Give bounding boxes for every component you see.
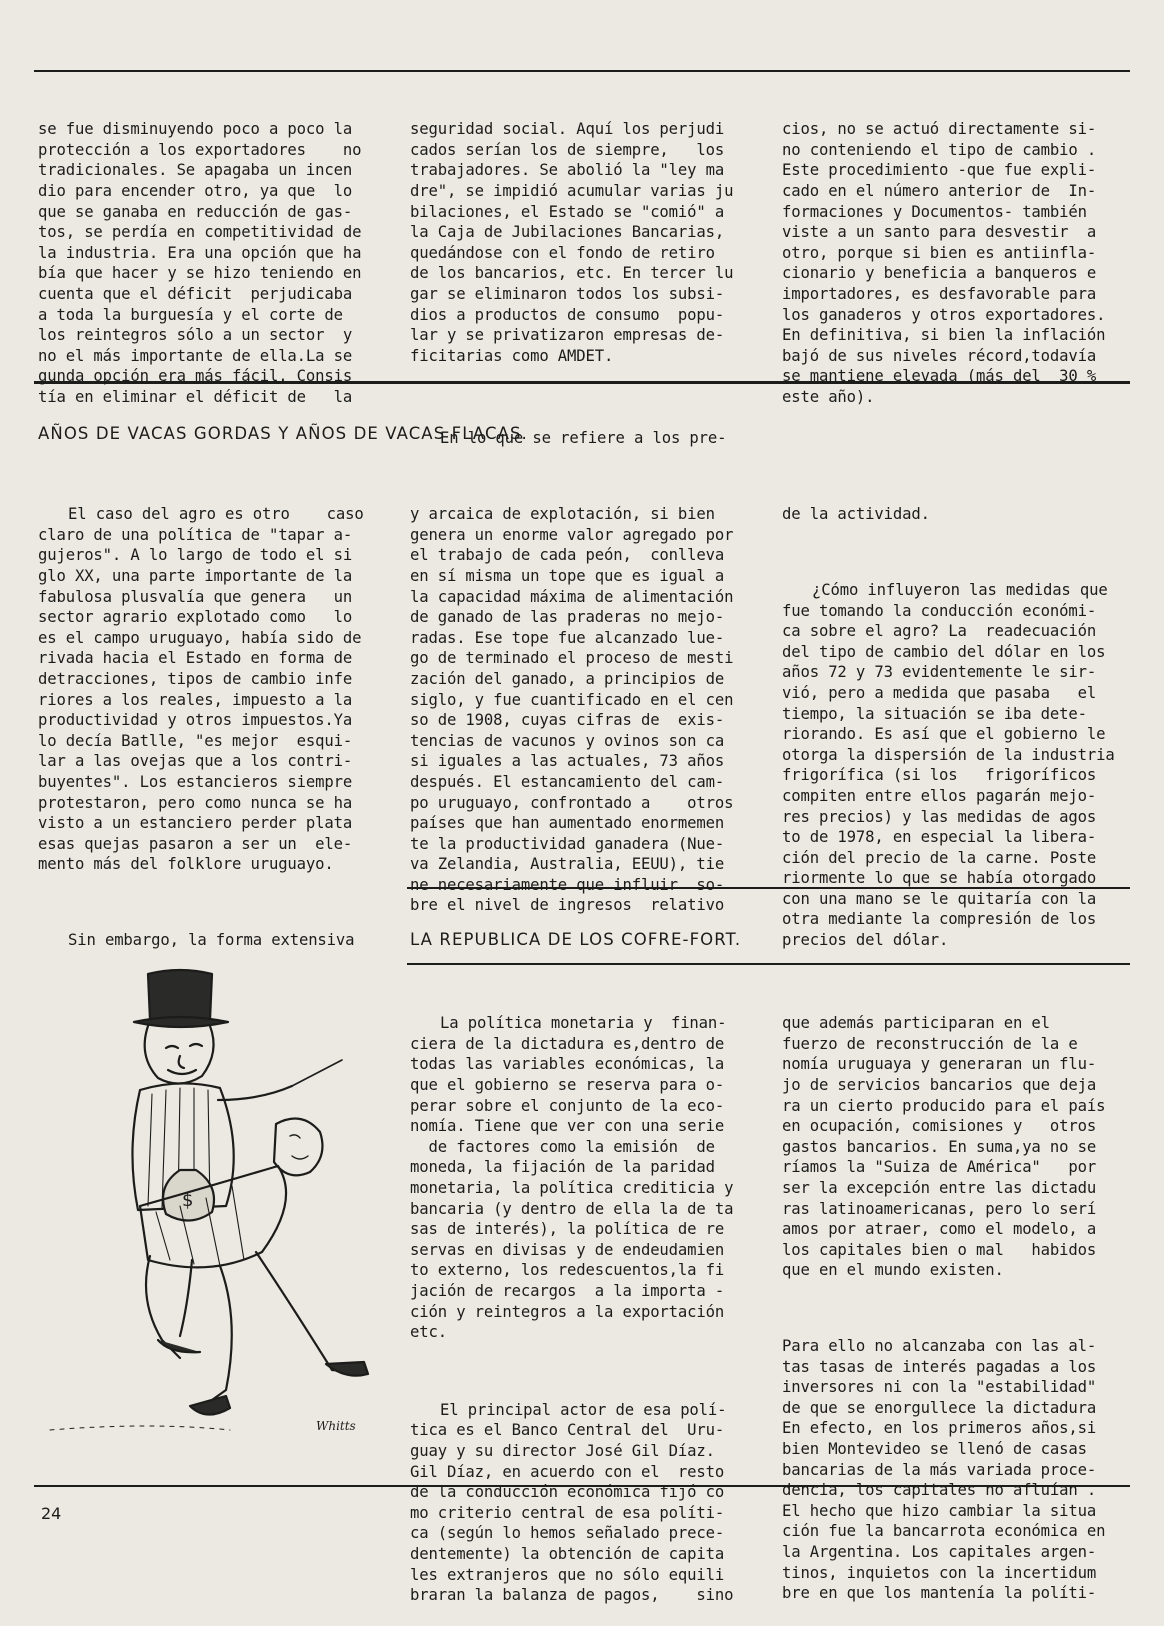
section2-col3-paragraph-2: Para ello no alcanzaba con las al- tas tasas de interés pagadas a los inversores ni con la "estabilidad" de que se enorgullece la dictadura En efecto, en los primeros años,si bien Montevideo se llenó de casas bancarias de la más variada proce- dencia, los capitales no afluían . El hecho que hizo cambiar la situa ción fue la bancarrota económica en la Argentina. Los capitales argen- tinos, inquietos con la incertidum bre en que los mantenía la políti- [782, 1337, 1106, 1603]
top-rule [34, 70, 1130, 72]
section1-column-3 [782, 463, 1115, 971]
top-column-3 [782, 78, 1105, 428]
top-col2-paragraph-1: seguridad social. Aquí los perjudi cados serían los de siempre, los trabajadores. Se abolió la "ley ma dre", se impidió acumular varias ju bilaciones, el Estado se "comió" a la Caja de Jubilaciones Bancarias, quedándose con el fondo de retiro de los bancarios, etc. En tercer lu gar se eliminaron todos los subsi- dios a productos de consumo popu- lar y se privatizaron empresas de- ficitarias como AMDET. [410, 120, 734, 365]
section1-col3-paragraph-1: de la actividad. [782, 505, 930, 524]
caricature-illustration [30, 960, 380, 1450]
section2-heading: LA REPUBLICA DE LOS COFRE-FORT. [410, 930, 742, 949]
svg-text:$: $ [182, 1190, 194, 1211]
illustration-signature: Whitts [316, 1419, 356, 1433]
section1-col2-text: y arcaica de explotación, si bien genera un enorme valor agregado por el trabajo de cada peón, conlleva en sí misma un tope que es igual a la capacidad máxima de alimentación de ganado de las praderas no mejo- radas. Ese tope fue alcanzado lue- go de terminado el proceso de mesti zación del ganado, a principios de siglo, y fue cuantificado en el cen so de 1908, cuyas cifras de exis- tencias de vacunos y ovinos son ca si iguales a las actuales, 73 años después. El estancamiento del cam- po uruguayo, confrontado a otros países que han aumentado enormemen te la productividad ganadera (Nue- va Zelandia, Australia, EEUU), tie ne necesariamente que influir so- bre el nivel de ingresos relativo [410, 505, 734, 915]
top-col2-paragraph-2: En lo que se refiere a los pre- [440, 428, 727, 447]
section2-column-2 [410, 972, 733, 1626]
section2-column-3 [782, 972, 1105, 1624]
top-column-1 [38, 78, 361, 428]
top-col1-text: se fue disminuyendo poco a poco la protección a los exportadores no tradicionales. Se apagaba un incen dio para encender otro, ya que lo que se ganaba en reducción de gas- tos, se perdía en competitividad de la industria. Era una opción que ha bía que hacer y se hizo teniendo en cuenta que el déficit perjudicaba a toda la burguesía y el corte de los reintegros sólo a un sector y no el más importante de ella.La se gunda opción era más fácil. Consis tía en eliminar el déficit de la [38, 120, 362, 406]
top-col3-text: cios, no se actuó directamente si- no conteniendo el tipo de cambio . Este procedimiento -que fue expli- cado en el número anterior de In- formaciones y Documentos- también viste a un santo para desvestir a otro, porque si bien es antiinfla- cionario y beneficia a banqueros e importadores, es desfavorable para los ganaderos y otros exportadores. En definitiva, si bien la inflación bajó de sus niveles récord,todavía se mantiene elevada (más del 30 % este año). [782, 120, 1106, 406]
section1-col3-paragraph-2: ¿Cómo influyeron las medidas que fue tomando la conducción económi- ca sobre el agro? La readecuación del tipo de cambio del dólar en los años 72 y 73 evidentemente le sir- vió, pero a medida que pasaba el tiempo, la situación se iba dete- riorando. Es así que el gobierno le otorga la dispersión de la industria frigorífica (si los frigoríficos compiten entre ellos pagarán mejo- res precios) y las medidas de agos to de 1978, en especial la libera- ción del precio de la carne. Poste riormente lo que se había otorgado con una mano se le quitaría con la otra mediante la compresión de los precios del dólar. [782, 580, 1115, 950]
section2-col3-paragraph-1: que además participaran en el fuerzo de reconstrucción de la e nomía uruguaya y generaran un flu- jo de servicios bancarios que deja ra un cierto producido para el país en ocupación, comisiones y otros gastos bancarios. En suma,ya no se ríamos la "Suiza de América" por ser la excepción entre las dictadu ras latinoamericanas, pero lo serí amos por atraer, como el modelo, a los capitales bien o mal habidos que en el mundo existen. [782, 1014, 1106, 1280]
section2-col2-paragraph-2: El principal actor de esa polí- tica es el Banco Central del Uru- guay y su director José Gil Díaz. Gil Díaz, en acuerdo con el resto de la conducción económica fijó co mo criterio central de esa políti- ca (según lo hemos señalado prece- dentemente) la obtención de capita les extranjeros que no sólo equili braran la balanza de pagos, sino [410, 1400, 734, 1605]
section1-column-2 [410, 463, 733, 937]
section1-heading: AÑOS DE VACAS GORDAS Y AÑOS DE VACAS FLACAS. [38, 424, 528, 443]
section1-col1-paragraph-1: El caso del agro es otro caso claro de una política de "tapar a- gujeros". A lo largo de todo el si glo XX, una parte importante de la fabulosa plusvalía que genera un sector agrario explotado como lo es el campo uruguayo, había sido de rivada hacia el Estado en forma de detracciones, tipos de cambio infe riores a los reales, impuesto a la productividad y otros impuestos.Ya lo decía Batlle, "es mejor esqui- lar a las ovejas que a los contri- buyentes". Los estancieros siempre protestaron, pero como nunca se ha visto a un estanciero perder plata esas quejas pasaron a ser un ele- mento más del folklore uruguayo. [38, 505, 364, 874]
section2-col2-paragraph-1: La política monetaria y finan- ciera de la dictadura es,dentro de todas las variables económicas, la que el gobierno se reserva para o- perar sobre el conjunto de la eco- nomía. Tiene que ver con una serie de factores como la emisión de moneda, la fijación de la paridad monetaria, la política crediticia y bancaria (y dentro de ella la de ta sas de interés), la política de re servas en divisas y de endeudamien to externo, los redescuentos,la fi jación de recargos a la importa - ción y reintegros a la exportación etc. [410, 1014, 734, 1342]
page-number: 24 [41, 1504, 62, 1523]
section1-col1-paragraph-2: Sin embargo, la forma extensiva [68, 931, 355, 950]
top-column-2 [410, 78, 733, 469]
section1-column-1 [38, 463, 364, 971]
